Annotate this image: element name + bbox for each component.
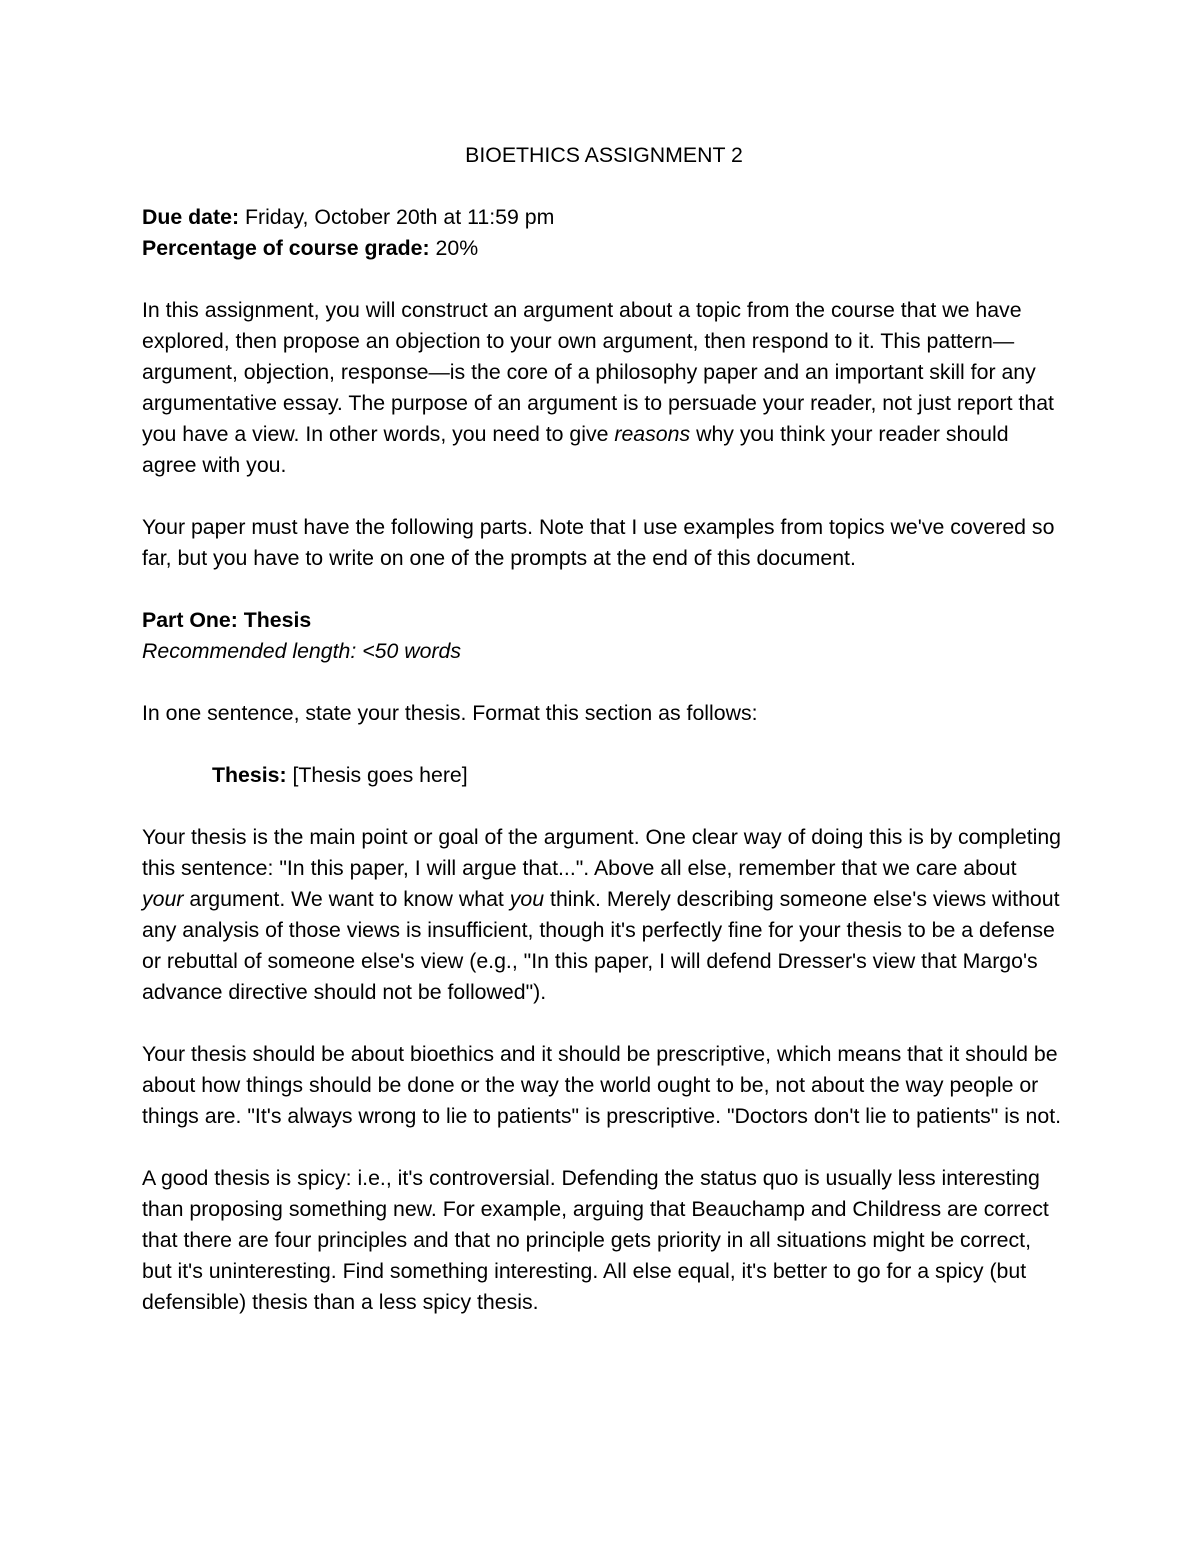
intro-text-a: In this assignment, you will construct an argument about a topic from the course that we have explored, then propose an objection to your own argument, then respond to it. This pattern—argument, objection, response—is the core of a philosophy paper and an important skill for any argumentative essay. The purpose of an argument is to persuade your reader, not just report that you have a view. In other words, you need to give	[142, 298, 1054, 446]
thesis-label: Thesis:	[212, 763, 287, 787]
part-one-instruction: In one sentence, state your thesis. Format this section as follows:	[142, 701, 758, 725]
thesis-text-c: think. Merely describing someone else's views without any analysis of those views is insufficient, though it's perfectly fine for your thesis to be a defense or rebuttal of someone else's view (e.g., "In this paper, I will defend Dresser's view that Margo's advance directive should not be followed").	[142, 887, 1060, 1004]
due-date-value: Friday, October 20th at 11:59 pm	[239, 205, 555, 229]
prescriptive-paragraph: Your thesis should be about bioethics and it should be prescriptive, which means that it should be about how things should be done or the way the world ought to be, not about the way people or things are. "It's always wrong to lie to patients" is prescriptive. "Doctors don't lie to patients" is not.	[142, 1042, 1062, 1128]
percentage-line	[142, 233, 1062, 264]
due-date-line	[142, 202, 1062, 233]
intro-reasons-emphasis: reasons	[614, 422, 691, 446]
intro-text-b: why you think your reader should agree with you.	[142, 422, 1009, 477]
percentage-label: Percentage of course grade:	[142, 236, 430, 260]
document-title: BIOETHICS ASSIGNMENT 2	[465, 143, 743, 167]
thesis-explanation-paragraph	[142, 822, 1062, 1008]
thesis-you-emphasis: you	[509, 887, 545, 911]
thesis-format-line	[142, 760, 1062, 791]
spicy-thesis-paragraph: A good thesis is spicy: i.e., it's controversial. Defending the status quo is usually less interesting than proposing something new. For example, arguing that Beauchamp and Childress are correct that there are four principles and that no principle gets priority in all situations might be correct, but it's uninteresting. Find something interesting. All else equal, it's better to go for a spicy (but defensible) thesis than a less spicy thesis.	[142, 1166, 1049, 1314]
thesis-placeholder: [Thesis goes here]	[286, 763, 468, 787]
intro-paragraph	[142, 295, 1062, 481]
percentage-value: 20%	[429, 236, 479, 260]
parts-intro-paragraph: Your paper must have the following parts. Note that I use examples from topics we've covered so far, but you have to write on one of the prompts at the end of this document.	[142, 515, 1055, 570]
due-date-label: Due date:	[142, 205, 240, 229]
part-one-recommended-length: Recommended length: <50 words	[142, 639, 462, 663]
thesis-text-a: Your thesis is the main point or goal of the argument. One clear way of doing this is by completing this sentence: "In this paper, I will argue that...". Above all else, remember that we care about	[142, 825, 1062, 880]
thesis-text-b: argument. We want to know what	[183, 887, 510, 911]
part-one-heading: Part One: Thesis	[142, 608, 312, 632]
thesis-your-emphasis: your	[142, 887, 184, 911]
document-body	[142, 140, 1062, 1318]
